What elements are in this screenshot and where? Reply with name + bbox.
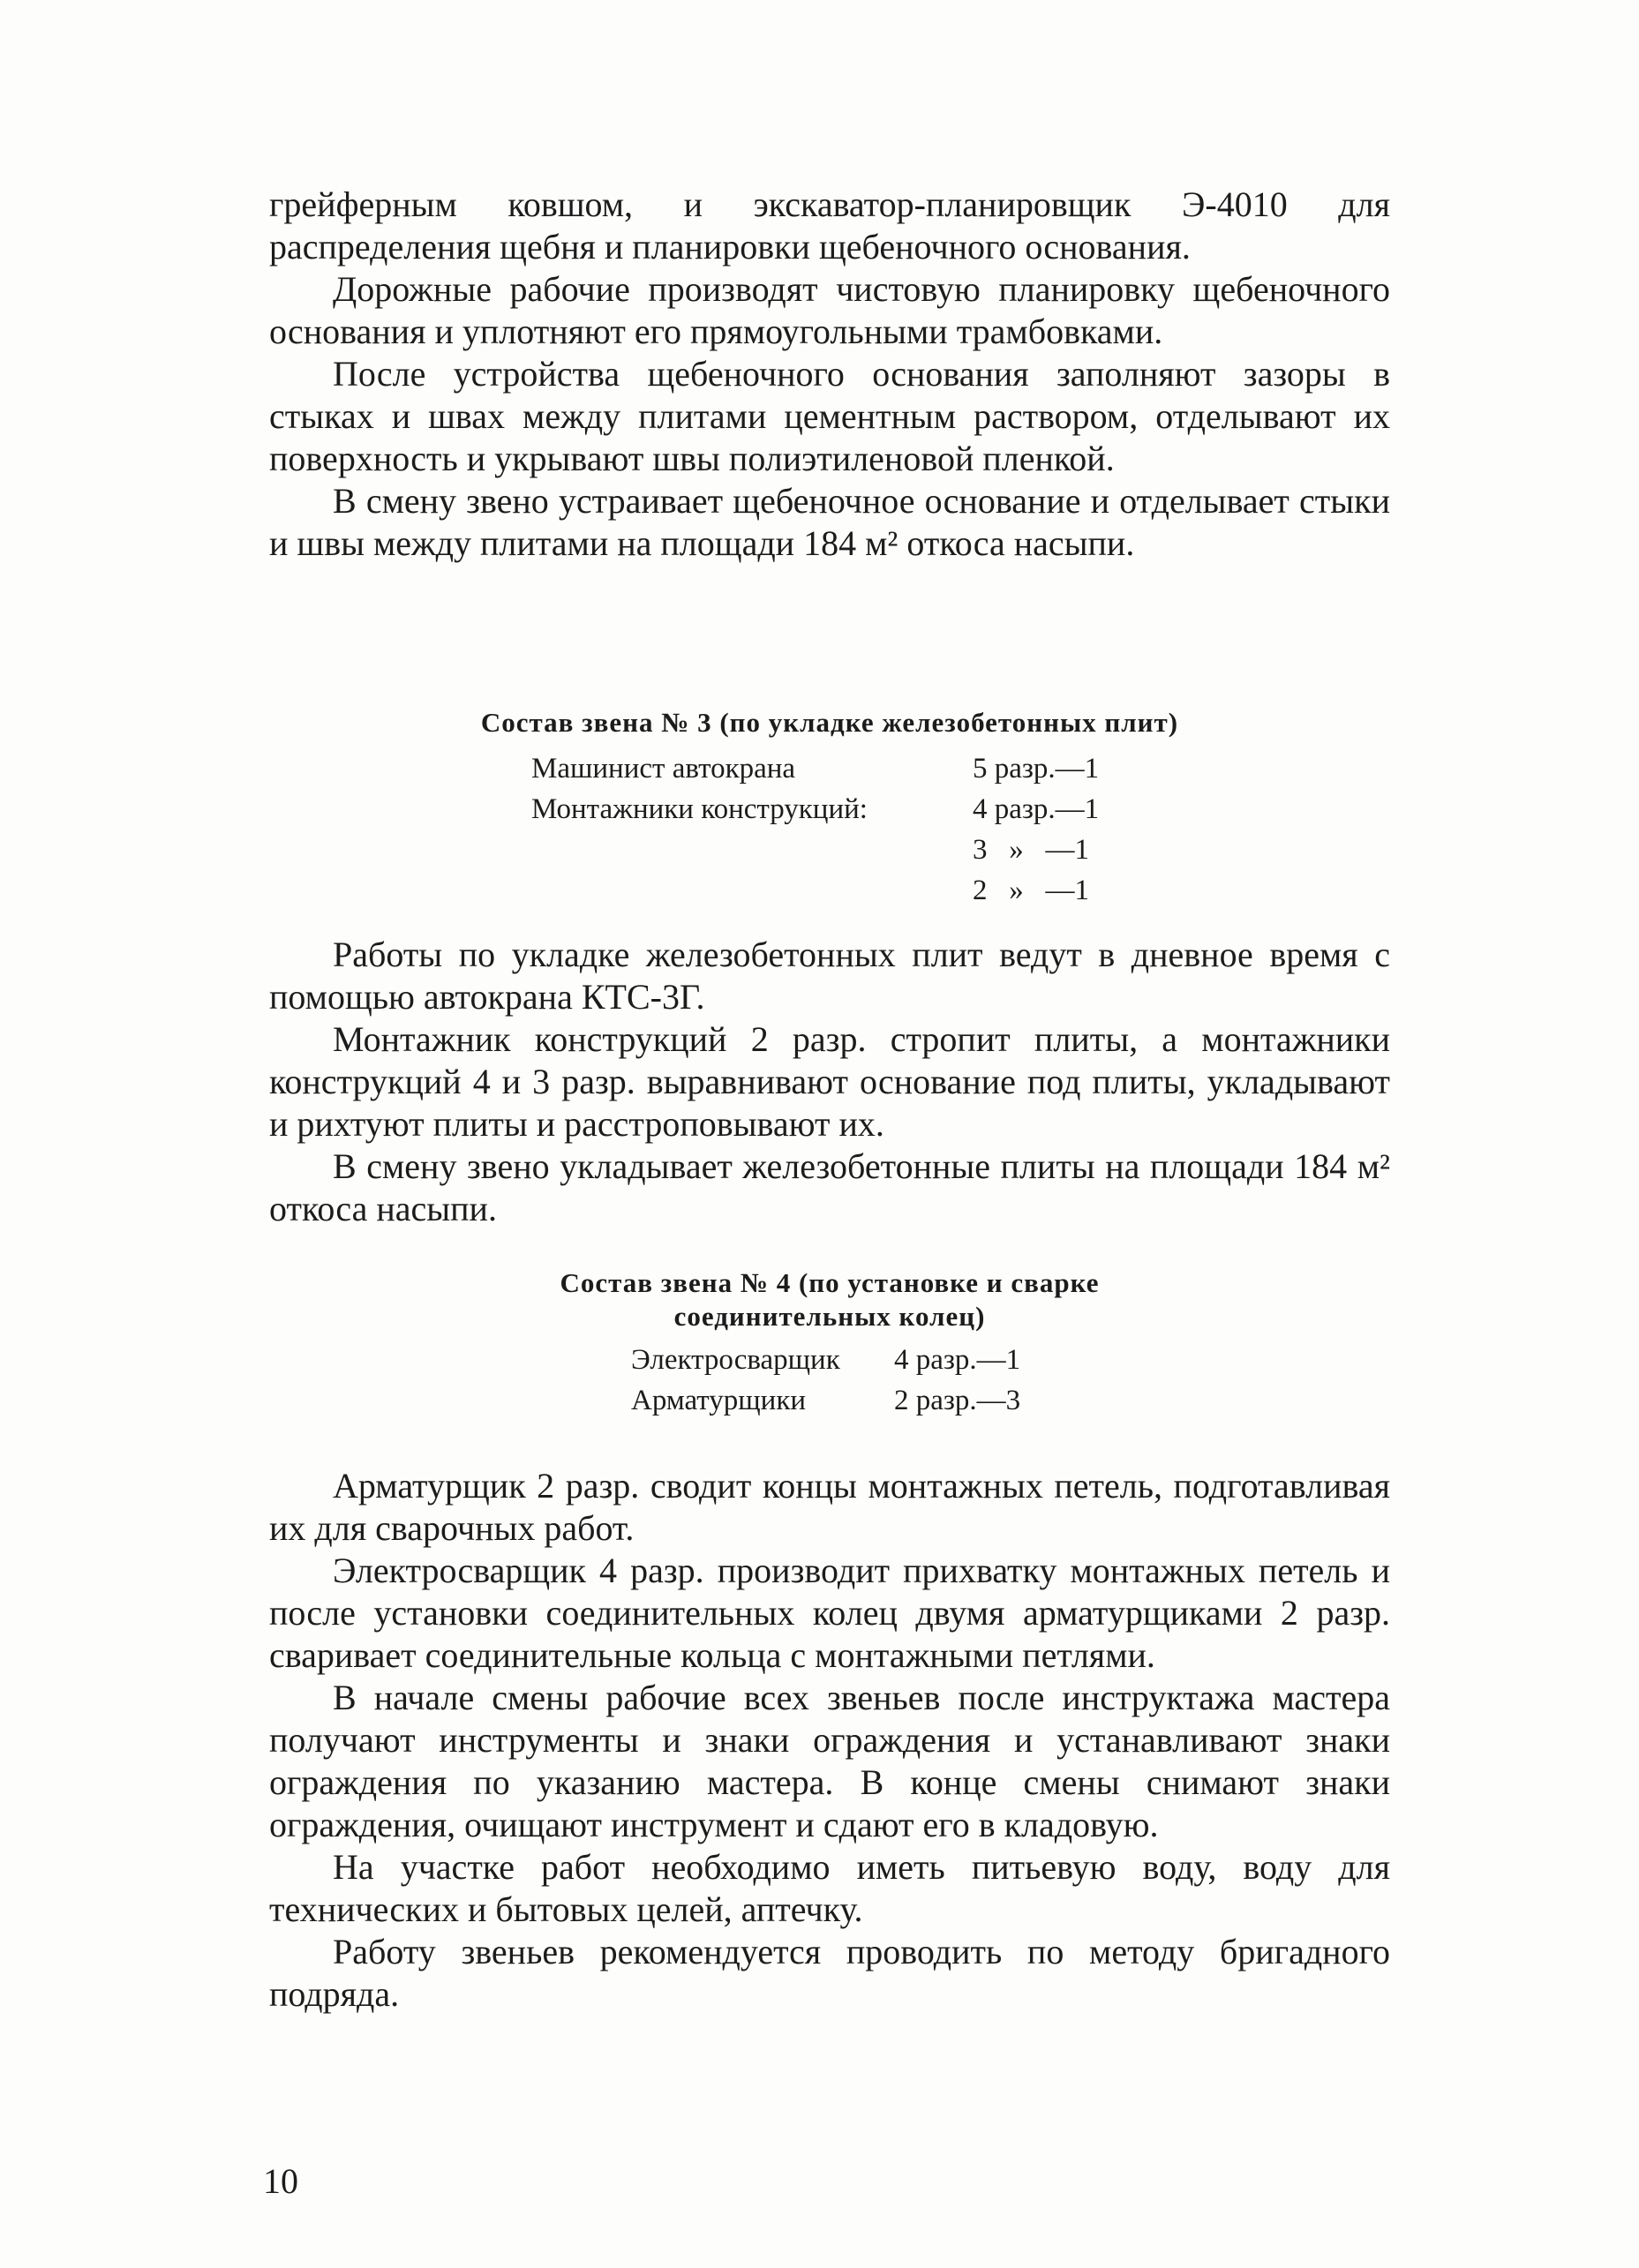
crew-3-table <box>531 748 1149 911</box>
crew-4-table <box>631 1340 1161 1421</box>
crew-role: Электросварщик <box>631 1344 840 1376</box>
paragraph: В смену звено укладывает железобетонные плиты на площади 184 м² откоса насыпи. <box>269 1146 1390 1228</box>
crew-grade: 4 разр.—1 <box>973 793 1100 825</box>
crew-row <box>531 830 1149 870</box>
paragraph: Электросварщик 4 разр. производит прихватку монтажных петель и после установки соединительных колец двумя арматурщиками 2 разр. сваривает соединительные кольца с монтажными петлями. <box>269 1551 1390 1675</box>
paragraph: Арматурщик 2 разр. сводит концы монтажных петель, подготавливая их для сварочных работ. <box>269 1466 1390 1548</box>
crew-row <box>631 1380 1161 1421</box>
paragraph: В смену звено устраивает щебеночное основание и отделывает стыки и швы между плитами на площади 184 м² откоса насыпи. <box>269 481 1390 563</box>
paragraph: На участке работ необходимо иметь питьевую воду, воду для технических и бытовых целей, аптечку. <box>269 1847 1390 1929</box>
crew-4-caption <box>269 1266 1390 1333</box>
crew-grade: 3 » —1 <box>973 834 1089 866</box>
text-block-crew-3 <box>269 934 1390 1230</box>
paragraph: Работы по укладке железобетонных плит ведут в дневное время с помощью автокрана КТС-3Г. <box>269 935 1390 1017</box>
crew-role: Монтажники конструкций: <box>531 793 868 825</box>
paragraph: Работу звеньев рекомендуется проводить по методу бригадного подряда. <box>269 1932 1390 2014</box>
crew-row <box>631 1340 1161 1380</box>
paragraph: Монтажник конструкций 2 разр. стропит плиты, а монтажники конструкций 4 и 3 разр. выравнивают основание под плиты, укладывают и рихтуют плиты и расстроповывают их. <box>269 1019 1390 1144</box>
paragraph: грейферным ковшом, и экскаватор-планировщик Э-4010 для распределения щебня и планировки щебеночного основания. <box>269 184 1390 267</box>
crew-3-caption: Состав звена № 3 (по укладке железобетонных плит) <box>480 707 1179 738</box>
crew-grade: 2 » —1 <box>973 875 1089 906</box>
paragraph: В начале смены рабочие всех звеньев после инструктажа мастера получают инструменты и знаки ограждения и устанавливают знаки ограждения по указанию мастера. В конце смены снимают знаки ограждения, очищают инструмент и сдают его в кладовую. <box>269 1678 1390 1844</box>
text-block-crew-4 <box>269 1465 1390 2016</box>
crew-row <box>531 748 1149 789</box>
crew-row <box>531 870 1149 911</box>
page-number: 10 <box>263 2161 298 2201</box>
crew-grade: 5 разр.—1 <box>973 753 1100 785</box>
crew-grade: 2 разр.—3 <box>894 1385 1021 1416</box>
crew-role: Арматурщики <box>631 1385 807 1416</box>
text-block-intro <box>269 184 1390 565</box>
caption-line: соединительных колец) <box>673 1301 986 1332</box>
crew-row <box>531 789 1149 830</box>
crew-role: Машинист автокрана <box>531 753 796 785</box>
crew-grade: 4 разр.—1 <box>894 1344 1021 1376</box>
paragraph: После устройства щебеночного основания заполняют зазоры в стыках и швах между плитами цементным раствором, отделывают их поверхность и укрывают швы полиэтиленовой пленкой. <box>269 354 1390 478</box>
caption-line: Состав звена № 4 (по установке и сварке <box>560 1267 1100 1298</box>
paragraph: Дорожные рабочие производят чистовую планировку щебеночного основания и уплотняют его прямоугольными трамбовками. <box>269 269 1390 351</box>
